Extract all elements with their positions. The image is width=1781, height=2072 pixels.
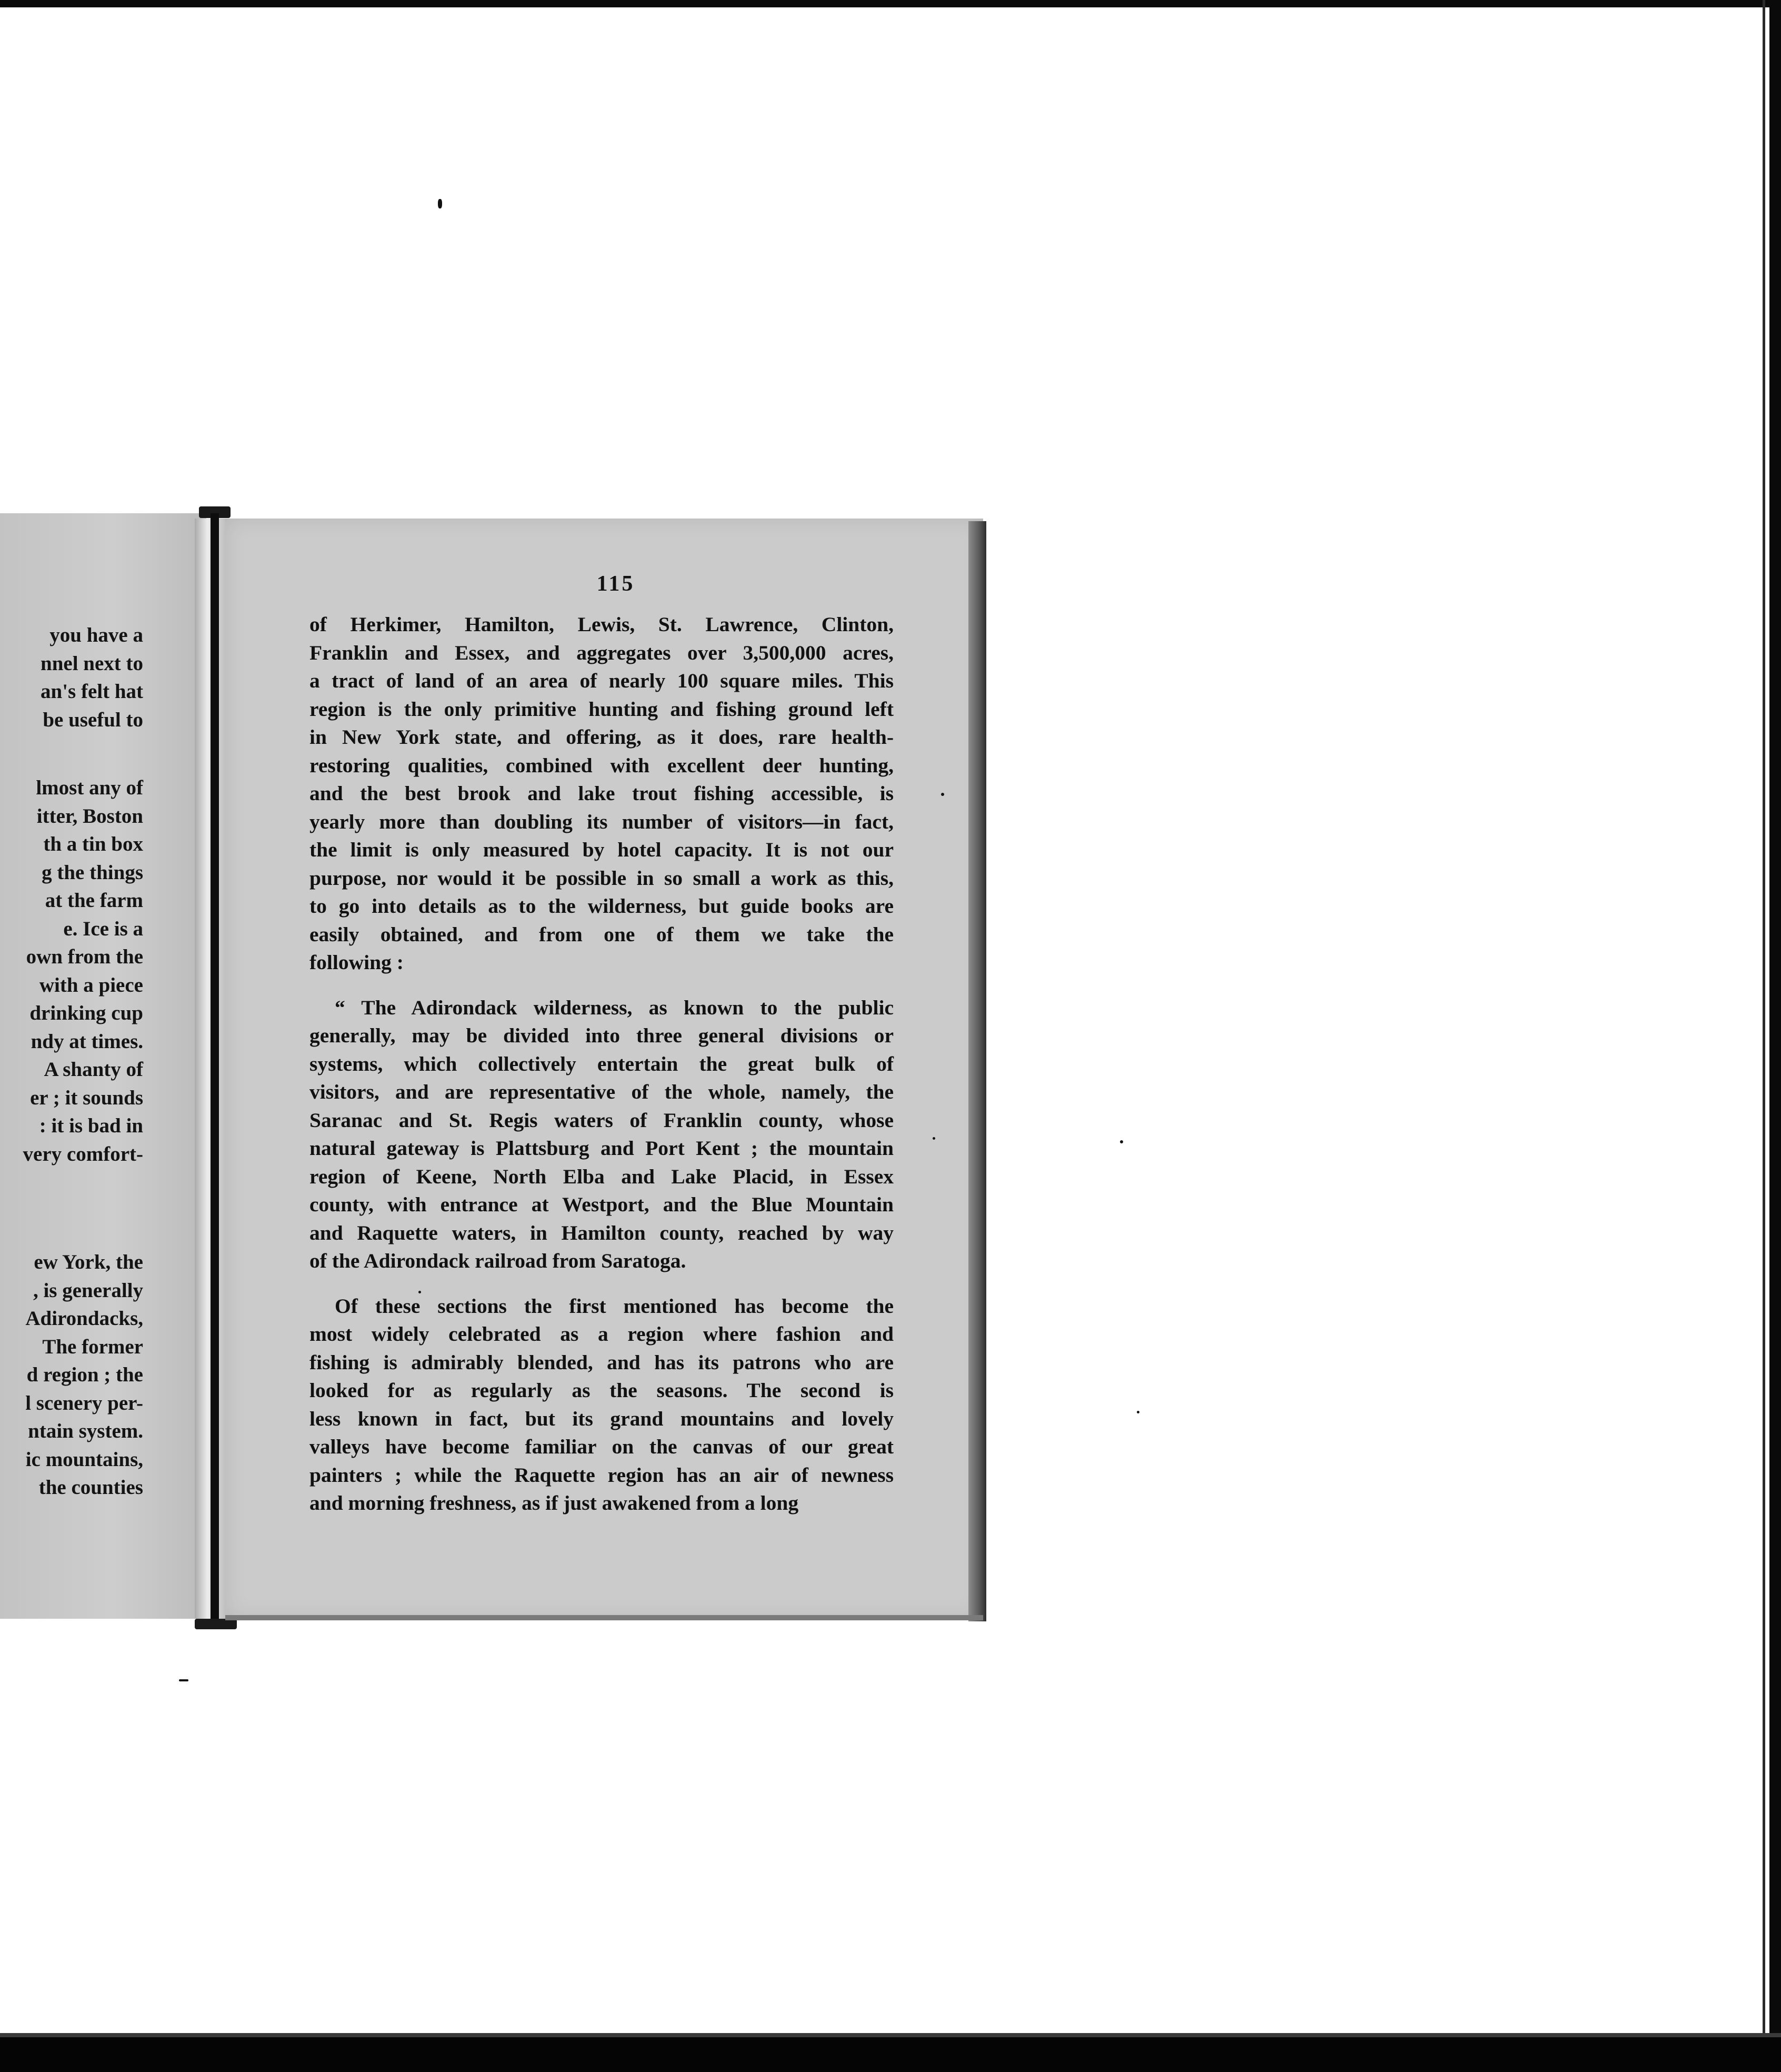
left-page [0,513,206,1619]
text-line: “ The Adirondack wilderness, as known to the public [335,995,894,1019]
left-page-line: you have a [49,624,143,646]
text-line: region is the only primitive hunting and fishing ground left [309,697,894,721]
left-page-line [0,1208,143,1248]
text-line: valleys have become familiar on the canvas of our great [309,1435,894,1458]
scan-border-right-inner [1763,0,1765,2053]
left-page-line: l scenery per- [25,1391,143,1414]
text-line: less known in fact, but its grand mountains and lovely [309,1407,894,1430]
text-line: and the best brook and lake trout fishing accessible, is [309,782,894,805]
text-line: a tract of land of an area of nearly 100 square miles. This [309,669,894,692]
left-page-text [0,621,143,1502]
scan-speck [1120,1140,1123,1143]
left-page-line: nnel next to [41,652,143,675]
right-page-text [309,611,894,1518]
scan-speck [1137,1411,1139,1413]
text-line: visitors, and are representative of the whole, namely, the [309,1080,894,1103]
left-page-line: er ; it sounds [30,1086,143,1109]
scan-border-top [0,0,1781,7]
left-page-line: an's felt hat [41,680,143,703]
paragraph-gap [309,1276,894,1292]
left-page-line: d region ; the [26,1363,143,1386]
book-spine [211,513,219,1624]
text-line: Franklin and Essex, and aggregates over 3,500,000 acres, [309,641,894,664]
text-line: in New York state, and offering, as it does, rare health- [309,725,894,749]
left-page-line: at the farm [45,889,143,912]
text-line: painters ; while the Raquette region has an air of newness [309,1463,894,1487]
left-page-line: A shanty of [44,1058,143,1081]
text-line: following : [309,951,404,974]
scan-speck [418,1291,421,1293]
text-line: and morning freshness, as if just awakened from a long [309,1491,799,1515]
text-line: region of Keene, North Elba and Lake Placid, in Essex [309,1164,894,1188]
text-line: and Raquette waters, in Hamilton county, reached by way [309,1221,894,1244]
text-line: systems, which collectively entertain the great bulk of [309,1052,894,1075]
left-page-line: own from the [26,945,143,968]
left-page-line: The former [42,1335,143,1358]
left-page-line: , is generally [33,1279,143,1302]
text-line: restoring qualities, combined with excellent deer hunting, [309,753,894,777]
left-page-line: Adirondacks, [25,1307,143,1330]
left-page-line: ndy at times. [31,1030,143,1053]
paragraph [309,994,894,1276]
scan-border-right [1769,0,1781,2072]
scan-border-bottom [0,2037,1781,2072]
left-page-line: ew York, the [34,1251,143,1273]
left-page-line [0,1168,143,1208]
text-line: Saranac and St. Regis waters of Franklin county, whose [309,1108,894,1132]
text-line: Of these sections the first mentioned has become the [335,1294,894,1318]
text-line: of Herkimer, Hamilton, Lewis, St. Lawrence, Clinton, [309,613,894,636]
right-page-bottom-edge [225,1615,983,1620]
spine-bottom [195,1619,237,1629]
text-line: natural gateway is Plattsburg and Port Kent ; the mountain [309,1137,894,1160]
left-page-line: be useful to [43,708,143,731]
left-page-line: ntain system. [28,1420,143,1442]
left-page-line: drinking cup [29,1002,143,1024]
left-page-line: ic mountains, [25,1448,143,1471]
text-line: of the Adirondack railroad from Saratoga. [309,1249,686,1272]
scan-speck [438,199,442,208]
left-page-line: th a tin box [43,833,143,855]
scan-speck [179,1679,188,1681]
left-page-line: the counties [38,1476,143,1499]
left-page-line: very comfort- [23,1142,143,1166]
paragraph [309,1292,894,1518]
text-line: fishing is admirably blended, and has its patrons who are [309,1350,894,1374]
text-line: the limit is only measured by hotel capacity. It is not our [309,838,894,861]
text-line: county, with entrance at Westport, and the Blue Mountain [309,1193,894,1216]
scan-border-bottom-edge [0,2033,1781,2037]
paragraph-gap [309,977,894,994]
page-number: 115 [596,572,635,596]
left-page-line [0,734,143,774]
left-page-line: with a piece [39,973,143,997]
text-line: most widely celebrated as a region where fashion and [309,1322,894,1346]
paragraph [309,611,894,977]
right-page-edge [968,521,986,1621]
text-line: generally, may be divided into three general divisions or [309,1024,894,1047]
text-line: yearly more than doubling its number of visitors—in fact, [309,810,894,833]
scan-speck [933,1137,935,1140]
text-line: to go into details as to the wilderness, but guide books are [309,894,894,918]
left-page-line: itter, Boston [36,804,143,828]
text-line: easily obtained, and from one of them we take the [309,922,894,946]
text-line: looked for as regularly as the seasons. The second is [309,1379,894,1402]
left-page-line: lmost any of [36,776,143,799]
left-page-line: : it is bad in [39,1114,143,1137]
left-page-line: g the things [42,861,143,884]
scan-speck [941,793,944,796]
left-page-line: e. Ice is a [63,917,143,940]
text-line: purpose, nor would it be possible in so small a work as this, [309,866,894,890]
